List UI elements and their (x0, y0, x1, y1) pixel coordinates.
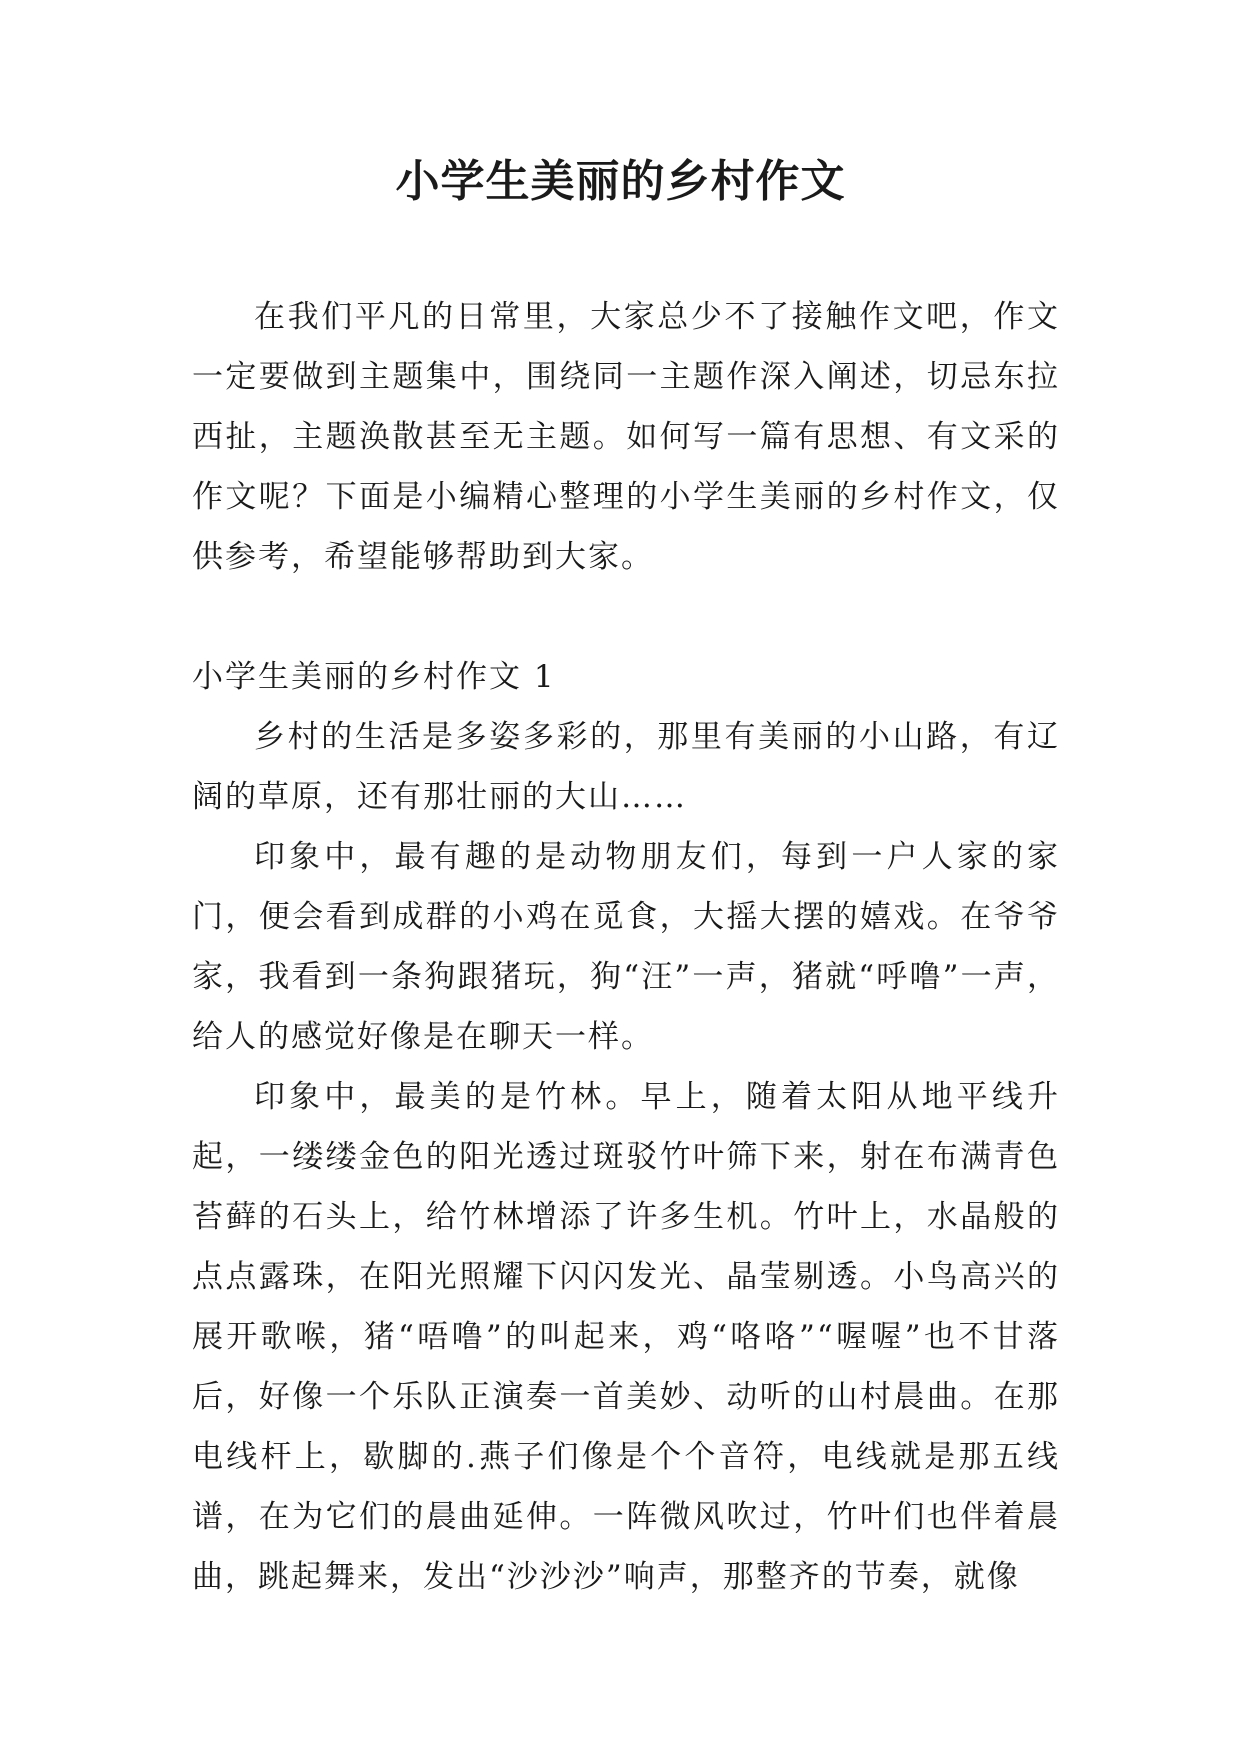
body-paragraph: 印象中，最美的是竹林。早上，随着太阳从地平线升起，一缕缕金色的阳光透过斑驳竹叶筛下来，射在布满青色苔藓的石头上，给竹林增添了许多生机。竹叶上，水晶般的点点露珠，在阳光照耀下闪闪发光、晶莹剔透。小鸟高兴的展开歌喉，猪“唔噜”的叫起来，鸡“咯咯”“喔喔”也不甘落后，好像一个乐队正演奏一首美妙、动听的山村晨曲。在那电线杆上，歇脚的.燕子们像是个个音符，电线就是那五线谱，在为它们的晨曲延伸。一阵微风吹过，竹叶们也伴着晨曲，跳起舞来，发出“沙沙沙”响声，那整齐的节奏，就像 (192, 1079, 1060, 1595)
document-body (192, 287, 1060, 1607)
section-heading: 小学生美丽的乡村作文 1 (192, 659, 556, 695)
body-paragraph: 印象中，最有趣的是动物朋友们，每到一户人家的家门，便会看到成群的小鸡在觅食，大摇大摆的嬉戏。在爷爷家，我看到一条狗跟猪玩，狗“汪”一声，猪就“呼噜”一声，给人的感觉好像是在聊天一样。 (192, 839, 1060, 1055)
intro-paragraph: 在我们平凡的日常里，大家总少不了接触作文吧，作文一定要做到主题集中，围绕同一主题作深入阐述，切忌东拉西扯，主题涣散甚至无主题。如何写一篇有思想、有文采的作文呢？下面是小编精心整理的小学生美丽的乡村作文，仅供参考，希望能够帮助到大家。 (192, 299, 1060, 575)
body-paragraph: 乡村的生活是多姿多彩的，那里有美丽的小山路，有辽阔的草原，还有那壮丽的大山…… (192, 719, 1060, 815)
document-title: 小学生美丽的乡村作文 (395, 156, 846, 207)
